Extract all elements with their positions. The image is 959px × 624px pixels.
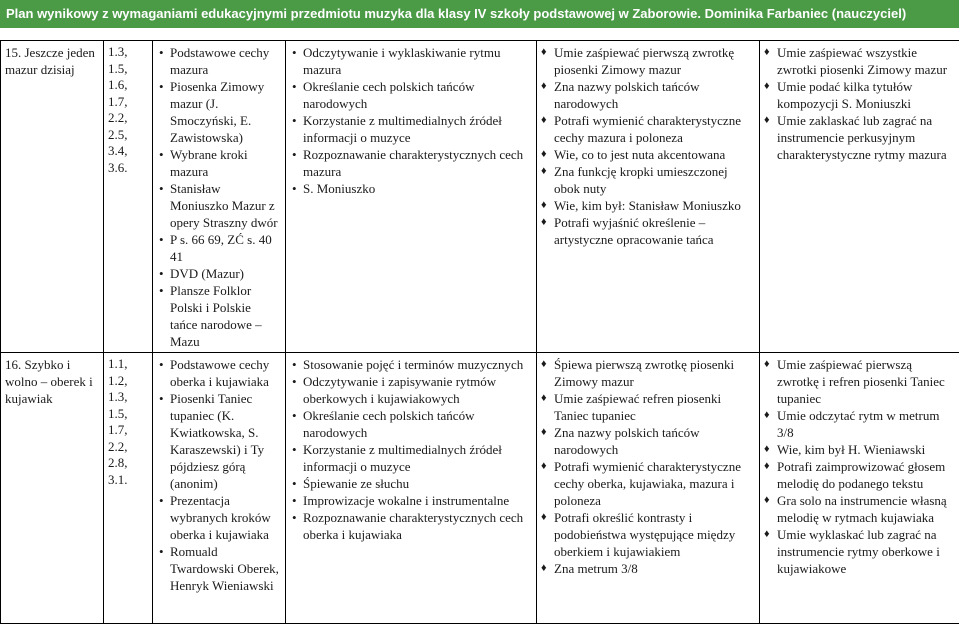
list-item: • Rozpoznawanie charakterystycznych cech mazura <box>290 146 532 180</box>
list-item: ♦ Umie zaśpiewać pierwszą zwrotkę i refren piosenki Taniec tupaniec <box>764 356 955 407</box>
list-item: ♦ Umie wyklaskać lub zagrać na instrumencie rytmy oberkowe i kujawiakowe <box>764 526 955 577</box>
requirement-ref: 1.2, <box>108 373 148 390</box>
requirement-ref: 1.3, <box>108 44 148 61</box>
basic-requirements-cell <box>537 41 760 353</box>
list-item: • Piosenka Zimowy mazur (J. Smoczyński, E. Zawistowska) <box>157 78 281 146</box>
list-item: • Wybrane kroki mazura <box>157 146 281 180</box>
lesson-cell <box>1 353 104 624</box>
list-item: • Podstawowe cechy oberka i kujawiaka <box>157 356 281 390</box>
list-item: • P s. 66 69, ZĆ s. 40 41 <box>157 231 281 265</box>
requirement-ref: 1.5, <box>108 406 148 423</box>
list-item: • Rozpoznawanie charakterystycznych cech oberka i kujawiaka <box>290 509 532 543</box>
requirement-ref: 1.6, <box>108 77 148 94</box>
list-item: ♦ Potrafi wymienić charakterystyczne cechy mazura i poloneza <box>541 112 755 146</box>
list-item: ♦ Umie zaklaskać lub zagrać na instrumencie perkusyjnym charakterystyczne rytmy mazura <box>764 112 955 163</box>
requirement-ref: 1.7, <box>108 422 148 439</box>
list-item: • Korzystanie z multimedialnych źródeł informacji o muzyce <box>290 112 532 146</box>
list-item: • Określanie cech polskich tańców narodowych <box>290 407 532 441</box>
requirement-ref: 1.3, <box>108 389 148 406</box>
list-item: • Śpiewanie ze słuchu <box>290 475 532 492</box>
list-item: • Odczytywanie i wyklaskiwanie rytmu mazura <box>290 44 532 78</box>
list-item: ♦ Zna nazwy polskich tańców narodowych <box>541 424 755 458</box>
list-item: • Plansze Folklor Polski i Polskie tańce narodowe – Mazu <box>157 282 281 350</box>
list-item: • Prezentacja wybranych kroków oberka i kujawiaka <box>157 492 281 543</box>
list-item: ♦ Potrafi wyjaśnić określenie – artystyczne opracowanie tańca <box>541 214 755 248</box>
requirement-ref: 1.7, <box>108 94 148 111</box>
requirement-ref: 3.6. <box>108 160 148 177</box>
list-item: ♦ Zna metrum 3/8 <box>541 560 755 577</box>
list-item: ♦ Wie, kim był: Stanisław Moniuszko <box>541 197 755 214</box>
list-item: ♦ Zna funkcję kropki umieszczonej obok nuty <box>541 163 755 197</box>
list-item: ♦ Potrafi określić kontrasty i podobieństwa występujące między oberkiem i kujawiakiem <box>541 509 755 560</box>
activities-cell <box>286 41 537 353</box>
list-item: ♦ Potrafi zaimprowizować głosem melodię do podanego tekstu <box>764 458 955 492</box>
document-header <box>0 0 959 28</box>
document-title: Plan wynikowy z wymaganiami edukacyjnymi przedmiotu muzyka dla klasy IV szkoły podstawowej w Zaborowie. Dominika Farbaniec (nauczyciel) <box>6 6 906 21</box>
requirement-ref: 1.1, <box>108 356 148 373</box>
list-item: ♦ Śpiewa pierwszą zwrotkę piosenki Zimowy mazur <box>541 356 755 390</box>
list-item: ♦ Umie podać kilka tytułów kompozycji S. Moniuszki <box>764 78 955 112</box>
list-item: • Podstawowe cechy mazura <box>157 44 281 78</box>
requirements-cell <box>104 41 153 353</box>
list-item: • Korzystanie z multimedialnych źródeł informacji o muzyce <box>290 441 532 475</box>
list-item: ♦ Gra solo na instrumencie własną melodię w rytmach kujawiaka <box>764 492 955 526</box>
list-item: ♦ Umie zaśpiewać refren piosenki Taniec tupaniec <box>541 390 755 424</box>
lesson-cell <box>1 41 104 353</box>
requirement-ref: 1.5, <box>108 61 148 78</box>
list-item: • Określanie cech polskich tańców narodowych <box>290 78 532 112</box>
list-item: ♦ Zna nazwy polskich tańców narodowych <box>541 78 755 112</box>
requirements-cell <box>104 353 153 624</box>
requirement-ref: 2.5, <box>108 127 148 144</box>
requirement-ref: 2.2, <box>108 439 148 456</box>
list-item: ♦ Wie, kim był H. Wieniawski <box>764 441 955 458</box>
extended-requirements-cell <box>760 41 959 353</box>
list-item: • Romuald Twardowski Oberek, Henryk Wieniawski <box>157 543 281 594</box>
list-item: ♦ Umie zaśpiewać wszystkie zwrotki piosenki Zimowy mazur <box>764 44 955 78</box>
materials-cell <box>153 353 286 624</box>
list-item: • DVD (Mazur) <box>157 265 281 282</box>
lesson-title: 15. Jeszcze jeden mazur dzisiaj <box>5 45 95 77</box>
activities-cell <box>286 353 537 624</box>
plan-table <box>0 40 959 624</box>
table-row <box>1 41 959 353</box>
list-item: • Improwizacje wokalne i instrumentalne <box>290 492 532 509</box>
lesson-title: 16. Szybko i wolno – oberek i kujawiak <box>5 357 93 406</box>
list-item: ♦ Potrafi wymienić charakterystyczne cechy oberka, kujawiaka, mazura i poloneza <box>541 458 755 509</box>
requirement-ref: 2.2, <box>108 110 148 127</box>
list-item: • S. Moniuszko <box>290 180 532 197</box>
list-item: • Piosenki Taniec tupaniec (K. Kwiatkowska, S. Karaszewski) i Ty pójdziesz górą (anonim) <box>157 390 281 492</box>
list-item: ♦ Wie, co to jest nuta akcentowana <box>541 146 755 163</box>
list-item: • Stanisław Moniuszko Mazur z opery Straszny dwór <box>157 180 281 231</box>
list-item: ♦ Umie odczytać rytm w metrum 3/8 <box>764 407 955 441</box>
list-item: • Stosowanie pojęć i terminów muzycznych <box>290 356 532 373</box>
list-item: • Odczytywanie i zapisywanie rytmów oberkowych i kujawiakowych <box>290 373 532 407</box>
list-item: ♦ Umie zaśpiewać pierwszą zwrotkę piosenki Zimowy mazur <box>541 44 755 78</box>
requirement-ref: 2.8, <box>108 455 148 472</box>
materials-cell <box>153 41 286 353</box>
extended-requirements-cell <box>760 353 959 624</box>
requirement-ref: 3.4, <box>108 143 148 160</box>
requirement-ref: 3.1. <box>108 472 148 489</box>
basic-requirements-cell <box>537 353 760 624</box>
table-row <box>1 353 959 624</box>
